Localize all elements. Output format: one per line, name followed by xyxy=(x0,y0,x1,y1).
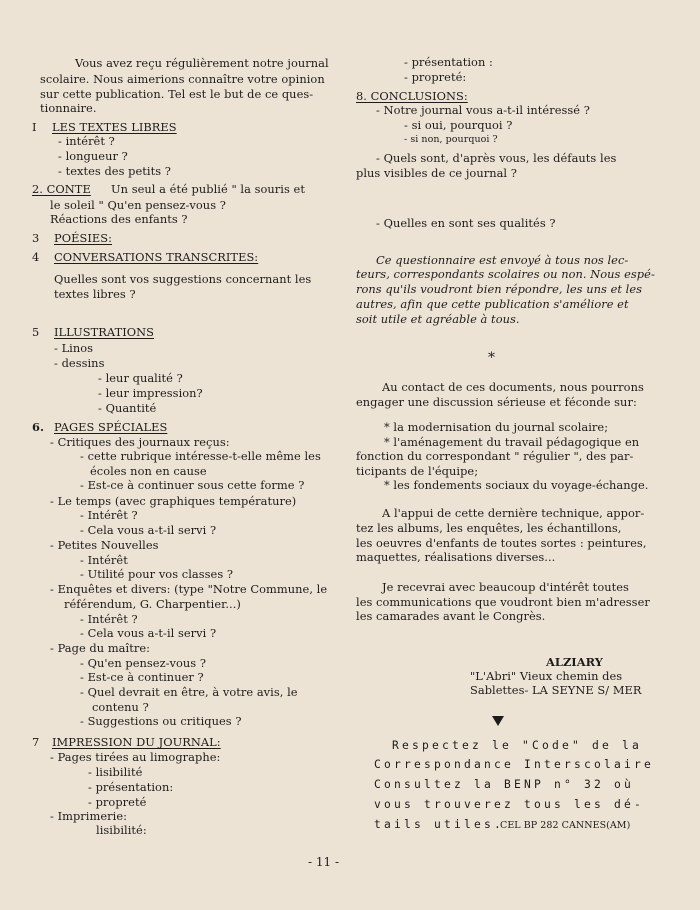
left-text-line: - Intérêt xyxy=(80,553,128,567)
left-text-line: sur cette publication. Tel est le but de ce ques- xyxy=(40,87,314,101)
right-text-line: Respectez le "Code" de la xyxy=(392,739,643,752)
left-text-line: - propreté xyxy=(88,795,147,809)
left-text-line: lisibilité: xyxy=(96,823,147,837)
left-text-line: 2. CONTE xyxy=(32,182,91,196)
right-text-line: - Notre journal vous a-t-il intéressé ? xyxy=(376,103,590,117)
left-text-line: I xyxy=(32,120,37,134)
right-text-line: autres, afin que cette publication s'améliore et xyxy=(356,297,629,311)
left-text-line: - Linos xyxy=(54,341,94,355)
left-text-line: - Petites Nouvelles xyxy=(50,538,159,552)
right-text-line: les camarades avant le Congrès. xyxy=(356,609,546,623)
left-text-line: IMPRESSION DU JOURNAL: xyxy=(52,735,221,749)
left-text-line: 6. xyxy=(32,420,44,434)
section-separator-star: * xyxy=(488,350,495,366)
left-text-line: le soleil " Qu'en pensez-vous ? xyxy=(50,198,226,212)
left-text-line: contenu ? xyxy=(92,700,149,714)
triangle-marker-icon xyxy=(492,716,504,726)
left-text-line: - Cela vous a-t-il servi ? xyxy=(80,626,217,640)
left-text-line: - Est-ce à continuer ? xyxy=(80,670,204,684)
left-text-line: - Imprimerie: xyxy=(50,809,128,823)
left-text-line: - Est-ce à continuer sous cette forme ? xyxy=(80,478,305,492)
right-text-line: soit utile et agréable à tous. xyxy=(356,312,520,326)
right-text-line: - Quelles en sont ses qualités ? xyxy=(376,216,556,230)
right-text-line: ticipants de l'équipe; xyxy=(356,464,479,478)
right-text-line: Au contact de ces documents, nous pourrons xyxy=(382,380,644,394)
left-text-line: - Critiques des journaux reçus: xyxy=(50,435,230,449)
right-text-line: ALZIARY xyxy=(546,655,603,669)
right-text-line: plus visibles de ce journal ? xyxy=(356,166,517,180)
left-text-line: - Qu'en pensez-vous ? xyxy=(80,656,207,670)
left-text-line: - Suggestions ou critiques ? xyxy=(80,714,242,728)
left-text-line: 3 xyxy=(32,231,40,245)
right-text-line: Sablettes- LA SEYNE S/ MER xyxy=(470,683,642,697)
left-text-line: - Cela vous a-t-il servi ? xyxy=(80,523,217,537)
left-text-line: - Quel devrait en être, à votre avis, le xyxy=(80,685,298,699)
left-text-line: - Page du maître: xyxy=(50,641,151,655)
right-text-line: * les fondements sociaux du voyage-échange. xyxy=(384,478,649,492)
right-text-line: - présentation : xyxy=(404,55,493,69)
right-text-line: fonction du correspondant " régulier ", des par- xyxy=(356,449,634,463)
right-text-line: tez les albums, les enquêtes, les échantillons, xyxy=(356,521,622,535)
left-text-line: - longueur ? xyxy=(58,149,128,163)
right-text-line: vous trouverez tous les dé- xyxy=(374,798,645,811)
right-text-line: "L'Abri" Vieux chemin des xyxy=(470,669,623,683)
left-text-line: écoles non en cause xyxy=(90,464,207,478)
right-text-line: 8. CONCLUSIONS: xyxy=(356,89,468,103)
left-text-line: - présentation: xyxy=(88,780,174,794)
left-text-line: Quelles sont vos suggestions concernant les xyxy=(54,272,312,286)
right-text-line: tails utiles. xyxy=(374,818,505,831)
right-text-line: maquettes, réalisations diverses... xyxy=(356,550,556,564)
left-text-line: - leur impression? xyxy=(98,386,203,400)
right-text-line: - si non, pourquoi ? xyxy=(404,134,498,145)
left-text-line: ILLUSTRATIONS xyxy=(54,325,155,339)
right-text-line: A l'appui de cette dernière technique, appor- xyxy=(382,506,645,520)
right-text-line: * la modernisation du journal scolaire; xyxy=(384,420,609,434)
left-text-line: référendum, G. Charpentier...) xyxy=(64,597,241,611)
left-text-line: - cette rubrique intéresse-t-elle même les xyxy=(80,449,321,463)
left-text-line: - Utilité pour vos classes ? xyxy=(80,567,234,581)
left-text-line: Un seul a été publié " la souris et xyxy=(111,182,305,196)
left-text-line: - Pages tirées au limographe: xyxy=(50,750,221,764)
right-text-line: rons qu'ils voudront bien répondre, les uns et les xyxy=(356,282,643,296)
page-number: - 11 - xyxy=(308,855,340,869)
right-text-line: teurs, correspondants scolaires ou non. Nous espé- xyxy=(356,267,655,281)
left-text-line: 4 xyxy=(32,250,40,264)
left-text-line: 7 xyxy=(32,735,40,749)
left-text-line: - Enquêtes et divers: (type "Notre Commune, le xyxy=(50,582,328,596)
left-text-line: Vous avez reçu régulièrement notre journal xyxy=(75,56,329,70)
left-text-line: LES TEXTES LIBRES xyxy=(52,120,177,134)
right-text-line: * l'aménagement du travail pédagogique en xyxy=(384,435,640,449)
left-text-line: - intérêt ? xyxy=(58,134,115,148)
right-text-line: - propreté: xyxy=(404,70,467,84)
right-text-line: Ce questionnaire est envoyé à tous nos lec- xyxy=(376,253,629,267)
right-text-line: Je recevrai avec beaucoup d'intérêt toutes xyxy=(382,580,629,594)
left-text-line: tionnaire. xyxy=(40,101,97,115)
right-text-line: les communications que voudront bien m'adresser xyxy=(356,595,650,609)
right-text-line: engager une discussion sérieuse et féconde sur: xyxy=(356,395,637,409)
left-text-line: - lisibilité xyxy=(88,765,143,779)
left-text-line: textes libres ? xyxy=(54,287,136,301)
right-text-line: Correspondance Interscolaire xyxy=(374,758,655,771)
left-text-line: 5 xyxy=(32,325,40,339)
right-text-line: - Quels sont, d'après vous, les défauts les xyxy=(376,151,617,165)
right-text-line: les oeuvres d'enfants de toutes sortes : peintures, xyxy=(356,536,647,550)
left-text-line: PAGES SPÉCIALES xyxy=(54,420,168,434)
left-text-line: Réactions des enfants ? xyxy=(50,212,188,226)
left-text-line: - Intérêt ? xyxy=(80,612,138,626)
right-text-line: Consultez la BENP n° 32 où xyxy=(374,778,635,791)
left-text-line: - Le temps (avec graphiques température) xyxy=(50,494,297,508)
right-text-line: - si oui, pourquoi ? xyxy=(404,118,513,132)
left-text-line: CONVERSATIONS TRANSCRITES: xyxy=(54,250,259,264)
left-text-line: - leur qualité ? xyxy=(98,371,183,385)
left-text-line: - dessins xyxy=(54,356,105,370)
right-text-line: CEL BP 282 CANNES(AM) xyxy=(500,820,631,831)
left-text-line: - textes des petits ? xyxy=(58,164,171,178)
left-text-line: POÉSIES: xyxy=(54,231,112,245)
left-text-line: - Quantité xyxy=(98,401,157,415)
left-text-line: - Intérêt ? xyxy=(80,508,138,522)
left-text-line: scolaire. Nous aimerions connaître votre opinion xyxy=(40,72,325,86)
